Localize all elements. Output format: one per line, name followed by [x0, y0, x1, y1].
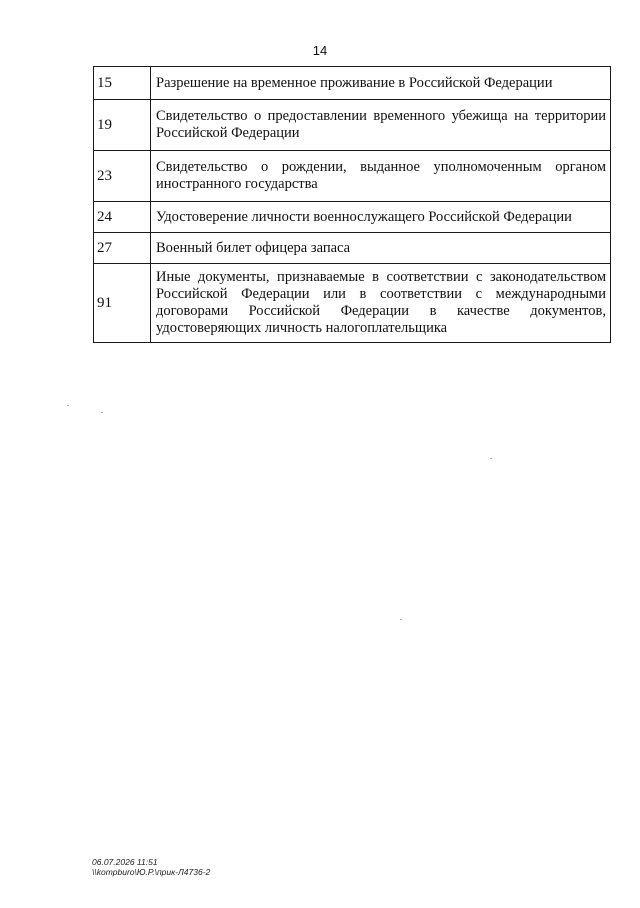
document-code-cell: 19: [94, 100, 151, 151]
document-description-cell: Удостоверение личности военнослужащего Российской Федерации: [151, 202, 611, 233]
table-row: [94, 202, 611, 233]
footer-file-path: \\kompburo\Ю.Р.\прик-Л4736-2: [92, 867, 211, 877]
footer-stamp: [92, 857, 210, 877]
document-code-cell: 23: [94, 151, 151, 202]
scan-speck: [400, 619, 402, 620]
document-code-cell: 24: [94, 202, 151, 233]
page-number: 14: [312, 43, 328, 58]
table-row: [94, 233, 611, 264]
table-row: [94, 151, 611, 202]
document-codes-table: [93, 66, 611, 343]
document-description-cell: Свидетельство о рождении, выданное уполномоченным органом иностранного государства: [151, 151, 611, 202]
footer-date: 06.07.2026 11:51: [92, 857, 158, 867]
table-row: [94, 67, 611, 100]
table-row: [94, 264, 611, 343]
document-description-cell: Военный билет офицера запаса: [151, 233, 611, 264]
document-description-cell: Иные документы, признаваемые в соответствии с законодательством Российской Федерации или в соответствии с международными договорами Российской Федерации в качестве документов, удостоверяющих личность налогоплательщика: [151, 264, 611, 343]
scan-speck: [101, 412, 103, 413]
scan-speck: [67, 405, 69, 406]
document-description-cell: Разрешение на временное проживание в Российской Федерации: [151, 67, 611, 100]
scan-speck: [490, 458, 492, 459]
document-code-cell: 15: [94, 67, 151, 100]
document-description-cell: Свидетельство о предоставлении временного убежища на территории Российской Федерации: [151, 100, 611, 151]
document-code-cell: 27: [94, 233, 151, 264]
table-row: [94, 100, 611, 151]
document-code-cell: 91: [94, 264, 151, 343]
